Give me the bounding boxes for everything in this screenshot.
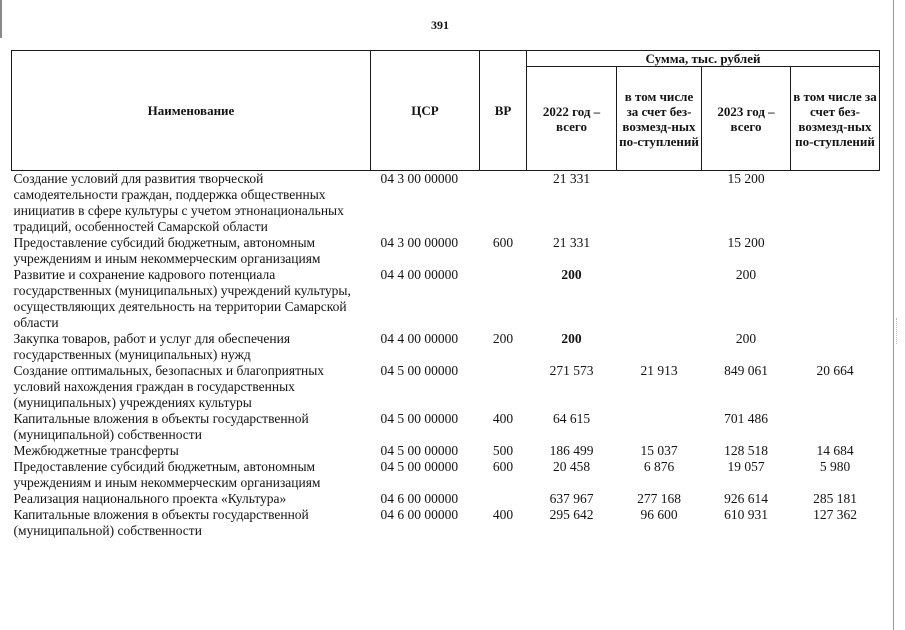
table-row bbox=[12, 411, 880, 443]
scan-right-edge bbox=[893, 0, 894, 630]
budget-table bbox=[11, 50, 880, 539]
row-2022-grants-cell bbox=[617, 411, 702, 443]
header-2023-total: 2023 год – всего bbox=[702, 67, 791, 171]
row-vr-cell: 500 bbox=[492, 443, 514, 458]
row-2023-grants-cell: 127 362 bbox=[813, 507, 857, 522]
row-2022-grants-cell: 277 168 bbox=[637, 491, 681, 506]
table-header bbox=[12, 51, 880, 171]
table-row bbox=[12, 443, 880, 459]
table-row bbox=[12, 491, 880, 507]
row-2022-total-cell: 271 573 bbox=[549, 363, 594, 378]
row-vr-cell bbox=[480, 267, 527, 331]
row-name-cell: Предоставление субсидий бюджетным, автономным учреждениям и иным некоммерческим организациям bbox=[13, 235, 321, 266]
row-csr-cell: 04 3 00 00000 bbox=[380, 171, 459, 186]
row-csr-cell: 04 5 00 00000 bbox=[380, 443, 459, 458]
header-2023-grants: в том числе за счет без-возмезд-ных по-ступлений bbox=[791, 67, 880, 171]
row-2023-total-cell: 610 931 bbox=[724, 507, 768, 522]
row-2022-total-cell: 200 bbox=[561, 331, 582, 346]
row-csr-cell: 04 5 00 00000 bbox=[380, 363, 459, 378]
row-2022-total-cell: 637 967 bbox=[549, 491, 594, 506]
row-name-cell: Создание условий для развития творческой самодеятельности граждан, поддержка общественных инициатив в сфере культуры с учетом этнонациональных традиций, особенностей Самарской области bbox=[13, 171, 344, 234]
table-row bbox=[12, 267, 880, 331]
table-row bbox=[12, 235, 880, 267]
row-2023-total-cell: 15 200 bbox=[727, 235, 765, 250]
row-2022-total-cell: 295 642 bbox=[549, 507, 594, 522]
header-vr: ВР bbox=[480, 51, 527, 171]
row-2023-total-cell: 19 057 bbox=[727, 459, 765, 474]
row-2023-grants-cell: 5 980 bbox=[819, 459, 851, 474]
row-name-cell: Капитальные вложения в объекты государственной (муниципальной) собственности bbox=[13, 411, 309, 442]
table-row bbox=[12, 459, 880, 491]
table-row bbox=[12, 363, 880, 411]
row-name-cell: Развитие и сохранение кадрового потенциала государственных (муниципальных) учреждений культуры, осуществляющих деятельность на территории Самарской области bbox=[13, 267, 351, 330]
row-2022-grants-cell bbox=[617, 235, 702, 267]
row-vr-cell: 600 bbox=[492, 459, 514, 474]
row-csr-cell: 04 6 00 00000 bbox=[380, 507, 459, 522]
row-2022-grants-cell: 6 876 bbox=[643, 459, 675, 474]
row-name-cell: Предоставление субсидий бюджетным, автономным учреждениям и иным некоммерческим организациям bbox=[13, 459, 321, 490]
row-2023-grants-cell bbox=[791, 235, 880, 267]
row-2022-total-cell: 186 499 bbox=[549, 443, 594, 458]
row-2023-grants-cell: 285 181 bbox=[813, 491, 857, 506]
table-body bbox=[12, 171, 880, 540]
header-sum-group: Сумма, тыс. рублей bbox=[527, 51, 880, 67]
row-2022-grants-cell bbox=[617, 331, 702, 363]
row-2022-grants-cell: 21 913 bbox=[640, 363, 678, 378]
row-2023-grants-cell: 14 684 bbox=[816, 443, 854, 458]
row-vr-cell bbox=[480, 363, 527, 411]
row-2023-total-cell: 128 518 bbox=[724, 443, 768, 458]
row-2022-total-cell: 64 615 bbox=[552, 411, 591, 426]
row-2022-grants-cell bbox=[617, 267, 702, 331]
row-vr-cell bbox=[480, 491, 527, 507]
row-name-cell: Создание оптимальных, безопасных и благоприятных условий нахождения граждан в государственных (муниципальных) учреждениях культуры bbox=[13, 363, 325, 410]
table-row bbox=[12, 507, 880, 539]
row-2023-total-cell: 15 200 bbox=[727, 171, 765, 186]
row-name-cell: Капитальные вложения в объекты государственной (муниципальной) собственности bbox=[13, 507, 309, 538]
row-2023-total-cell: 701 486 bbox=[724, 411, 768, 426]
row-vr-cell: 400 bbox=[492, 507, 514, 522]
row-vr-cell: 200 bbox=[492, 331, 514, 346]
header-2022-grants: в том числе за счет без-возмезд-ных по-ступлений bbox=[617, 67, 702, 171]
row-2023-total-cell: 926 614 bbox=[724, 491, 768, 506]
row-csr-cell: 04 5 00 00000 bbox=[380, 459, 459, 474]
page-number: 391 bbox=[431, 18, 449, 32]
row-csr-cell: 04 3 00 00000 bbox=[380, 235, 459, 250]
row-2023-total-cell: 849 061 bbox=[724, 363, 768, 378]
row-name-cell: Межбюджетные трансферты bbox=[13, 443, 179, 458]
row-2022-grants-cell: 96 600 bbox=[640, 507, 678, 522]
header-2022-total: 2022 год – всего bbox=[527, 67, 617, 171]
row-csr-cell: 04 5 00 00000 bbox=[380, 411, 459, 426]
row-2023-grants-cell bbox=[791, 331, 880, 363]
row-vr-cell: 600 bbox=[492, 235, 514, 250]
row-name-cell: Реализация национального проекта «Культура» bbox=[13, 491, 287, 506]
header-csr: ЦСР bbox=[371, 51, 480, 171]
row-2023-total-cell: 200 bbox=[735, 267, 757, 282]
row-2023-grants-cell bbox=[791, 267, 880, 331]
row-vr-cell: 400 bbox=[492, 411, 514, 426]
row-2023-grants-cell bbox=[791, 411, 880, 443]
row-name-cell: Закупка товаров, работ и услуг для обеспечения государственных (муниципальных) нужд bbox=[13, 331, 291, 362]
row-2022-total-cell: 21 331 bbox=[552, 171, 591, 186]
row-csr-cell: 04 6 00 00000 bbox=[380, 491, 459, 506]
row-2022-grants-cell bbox=[617, 171, 702, 236]
row-csr-cell: 04 4 00 00000 bbox=[380, 331, 459, 346]
row-2022-total-cell: 21 331 bbox=[552, 235, 591, 250]
row-2022-total-cell: 20 458 bbox=[552, 459, 591, 474]
row-2022-grants-cell: 15 037 bbox=[640, 443, 678, 458]
table-row bbox=[12, 171, 880, 236]
table-row bbox=[12, 331, 880, 363]
header-name: Наименование bbox=[12, 51, 371, 171]
scan-artifact bbox=[896, 318, 903, 344]
row-2023-total-cell: 200 bbox=[735, 331, 757, 346]
row-2022-total-cell: 200 bbox=[561, 267, 582, 282]
row-csr-cell: 04 4 00 00000 bbox=[380, 267, 459, 282]
row-2023-grants-cell bbox=[791, 171, 880, 236]
row-2023-grants-cell: 20 664 bbox=[816, 363, 854, 378]
row-vr-cell bbox=[480, 171, 527, 236]
